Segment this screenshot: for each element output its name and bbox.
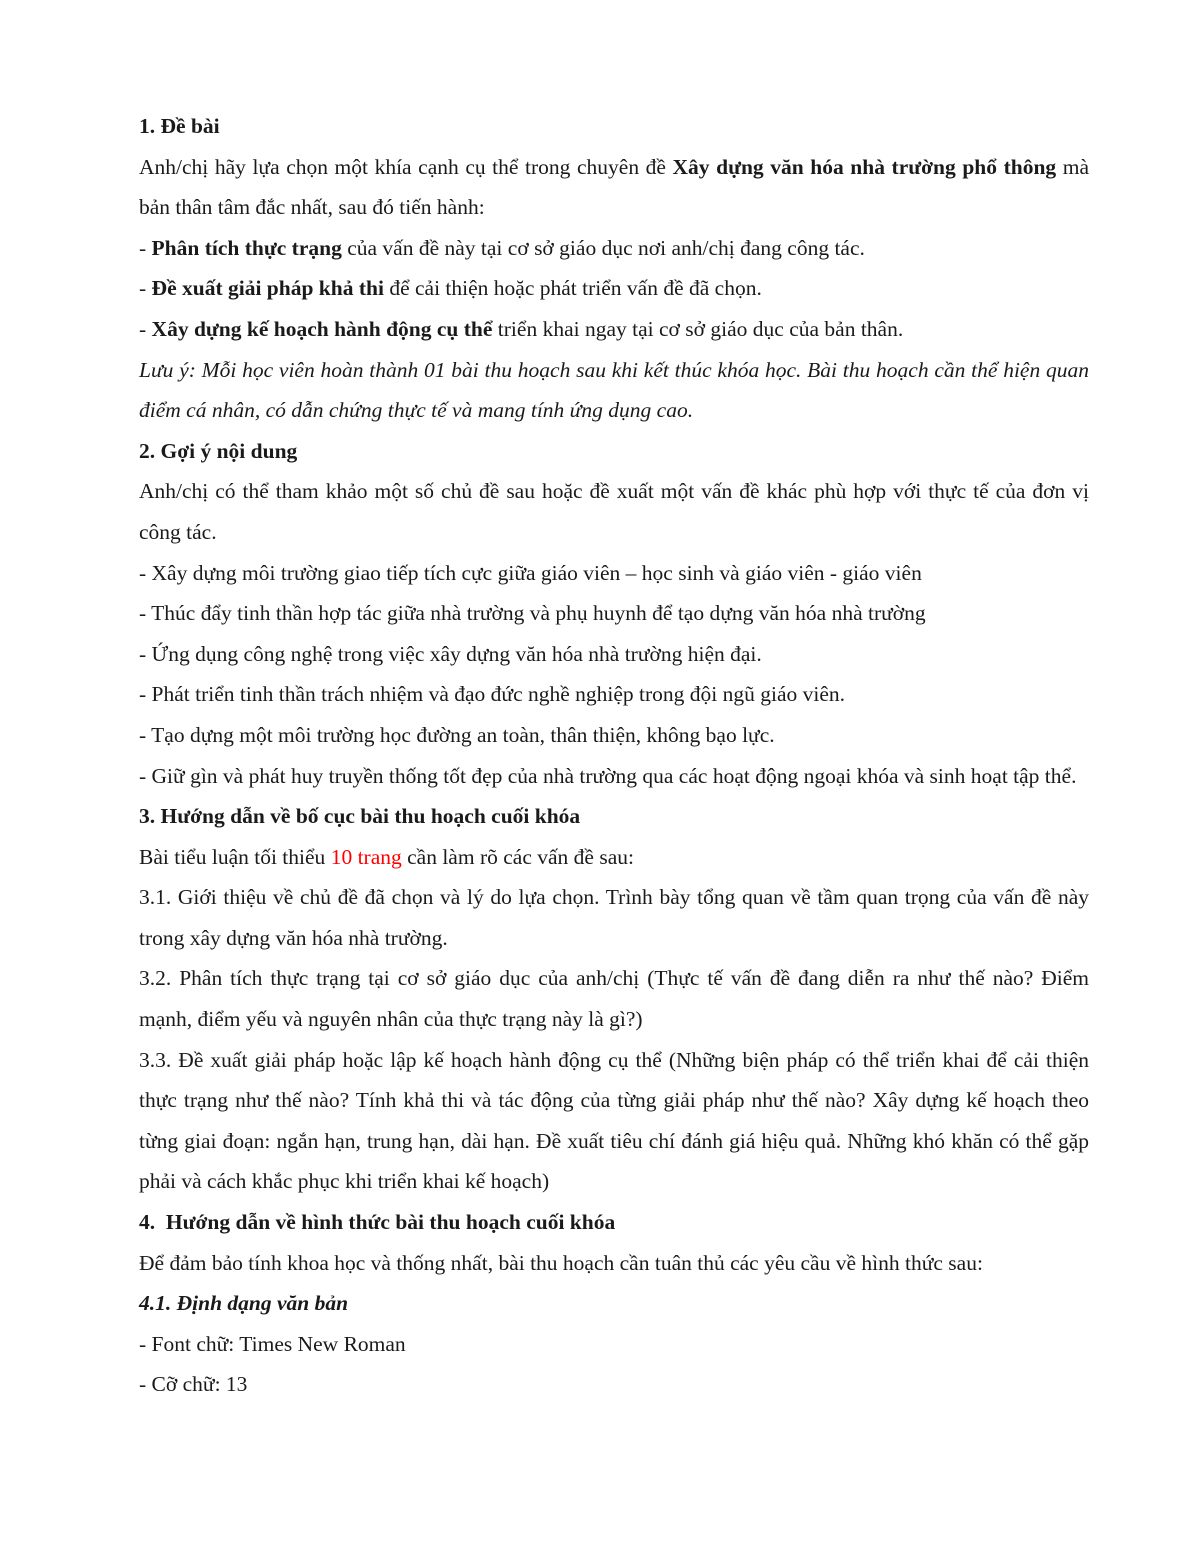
topic-item: - Thúc đẩy tinh thần hợp tác giữa nhà trường và phụ huynh để tạo dựng văn hóa nhà trường — [139, 601, 926, 626]
section-1-intro: Anh/chị hãy lựa chọn một khía cạnh cụ thể trong chuyên đề Xây dựng văn hóa nhà trường phổ thông mà bản thân tâm đắc nhất, sau đó tiến hành: — [139, 154, 1089, 220]
section-2-heading: 2. Gợi ý nội dung — [139, 438, 298, 463]
page-count-highlight: 10 trang — [330, 844, 402, 869]
topic-item: - Tạo dựng một môi trường học đường an toàn, thân thiện, không bạo lực. — [139, 722, 775, 747]
section-4-1-heading: 4.1. Định dạng văn bản — [139, 1291, 349, 1316]
document-body — [139, 106, 1089, 1405]
section-3-heading: 3. Hướng dẫn về bố cục bài thu hoạch cuối khóa — [139, 804, 581, 829]
outline-item: 3.3. Đề xuất giải pháp hoặc lập kế hoạch hành động cụ thể (Những biện pháp có thể triển khai để cải thiện thực trạng như thế nào? Tính khả thi và tác động của từng giải pháp như thế nào? Xây dựng kế hoạch theo từng giai đoạn: ngắn hạn, trung hạn, dài hạn. Đề xuất tiêu chí đánh giá hiệu quả. Những khó khăn có thể gặp phải và cách khắc phục khi triển khai kế hoạch) — [139, 1047, 1089, 1194]
topic-item: - Xây dựng môi trường giao tiếp tích cực giữa giáo viên – học sinh và giáo viên - giáo viên — [139, 560, 922, 585]
section-4-heading: 4. Hướng dẫn về hình thức bài thu hoạch cuối khóa — [139, 1210, 616, 1235]
format-item: - Cỡ chữ: 13 — [139, 1372, 248, 1397]
section-3-intro: Bài tiểu luận tối thiểu 10 trang cần làm rõ các vấn đề sau: — [139, 844, 634, 869]
task-item: - Phân tích thực trạng của vấn đề này tại cơ sở giáo dục nơi anh/chị đang công tác. — [139, 235, 865, 260]
task-item: - Đề xuất giải pháp khả thi để cải thiện hoặc phát triển vấn đề đã chọn. — [139, 276, 762, 301]
format-item: - Font chữ: Times New Roman — [139, 1331, 406, 1356]
section-4-intro: Để đảm bảo tính khoa học và thống nhất, bài thu hoạch cần tuân thủ các yêu cầu về hình thức sau: — [139, 1250, 983, 1275]
section-2-intro: Anh/chị có thể tham khảo một số chủ đề sau hoặc đề xuất một vấn đề khác phù hợp với thực tế của đơn vị công tác. — [139, 479, 1089, 544]
outline-item: 3.2. Phân tích thực trạng tại cơ sở giáo dục của anh/chị (Thực tế vấn đề đang diễn ra như thế nào? Điểm mạnh, điểm yếu và nguyên nhân của thực trạng này là gì?) — [139, 966, 1089, 1032]
task-item: - Xây dựng kế hoạch hành động cụ thể triển khai ngay tại cơ sở giáo dục của bản thân. — [139, 316, 904, 341]
topic-item: - Giữ gìn và phát huy truyền thống tốt đẹp của nhà trường qua các hoạt động ngoại khóa và sinh hoạt tập thể. — [139, 763, 1077, 788]
section-1-heading: 1. Đề bài — [139, 114, 220, 138]
section-1-note: Lưu ý: Mỗi học viên hoàn thành 01 bài thu hoạch sau khi kết thúc khóa học. Bài thu hoạch cần thể hiện quan điểm cá nhân, có dẫn chứng thực tế và mang tính ứng dụng cao. — [139, 357, 1089, 423]
outline-item: 3.1. Giới thiệu về chủ đề đã chọn và lý do lựa chọn. Trình bày tổng quan về tầm quan trọng của vấn đề này trong xây dựng văn hóa nhà trường. — [139, 885, 1089, 950]
topic-title: Xây dựng văn hóa nhà trường phổ thông — [672, 154, 1057, 179]
topic-item: - Ứng dụng công nghệ trong việc xây dựng văn hóa nhà trường hiện đại. — [139, 641, 762, 666]
topic-item: - Phát triển tinh thần trách nhiệm và đạo đức nghề nghiệp trong đội ngũ giáo viên. — [139, 682, 846, 707]
